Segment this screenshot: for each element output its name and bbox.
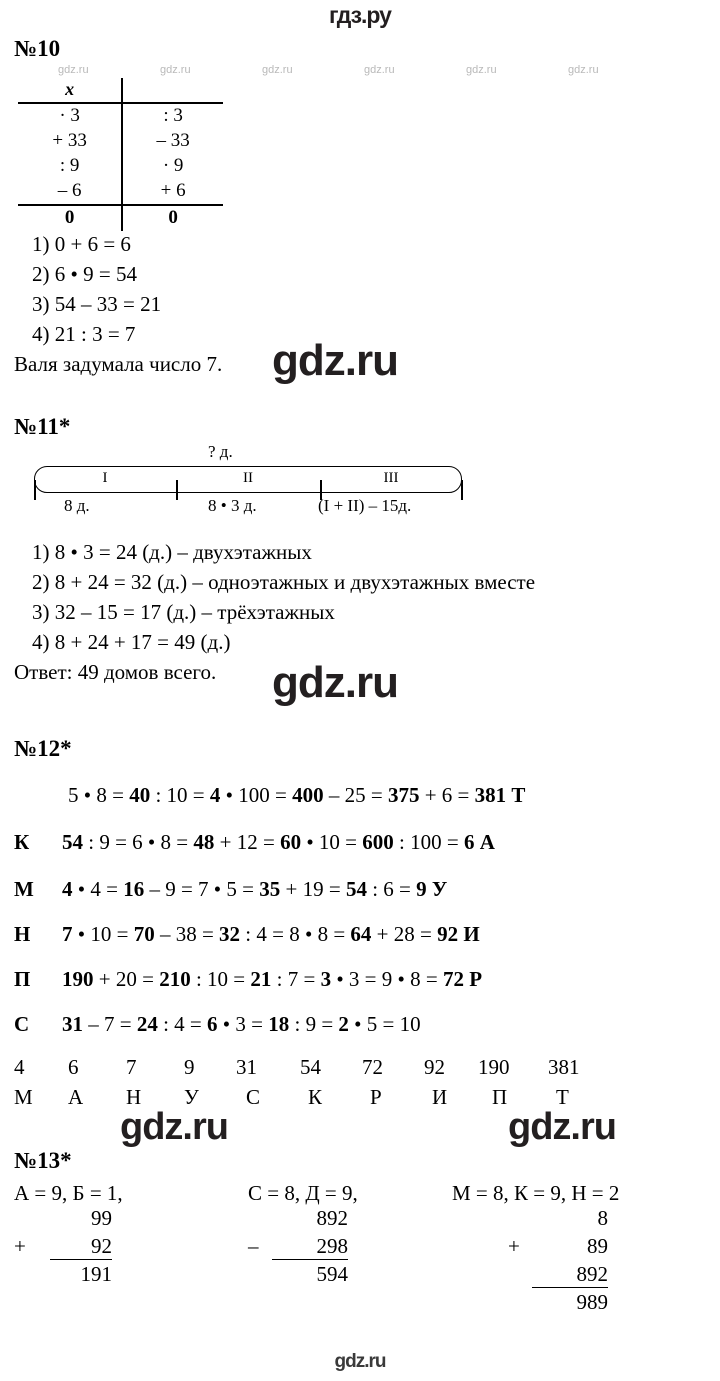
addend: 89 [587,1234,608,1258]
scheme-under-label: 8 • 3 д. [208,496,257,515]
table-header-empty [122,78,223,103]
task-13-caption: С = 8, Д = 9, [248,1181,358,1205]
task-11-step: 1) 8 • 3 = 24 (д.) – двухэтажных [32,540,312,564]
task-10-number: №10 [14,36,61,61]
task-12-chain: 31 – 7 = 24 : 4 = 6 • 3 = 18 : 9 = 2 • 5 = 10 [62,1012,421,1036]
task-12-key-number: 9 [184,1055,195,1079]
watermark-small: gdz.ru [58,64,89,76]
task-13-column-sum [14,1206,134,1306]
table-header-x: x [18,78,122,103]
task-12-key-letter: К [308,1085,323,1109]
task-12-letter: К [14,830,30,854]
table-cell-result: 0 [122,205,223,231]
addend: 99 [91,1206,112,1230]
task-12-key-letter: М [14,1085,33,1109]
task-13-column-sum [508,1206,638,1336]
table-cell: · 9 [122,154,223,179]
task-13-number: №13* [14,1148,72,1173]
task-12-letter: С [14,1012,30,1036]
task-12-key-letter: П [492,1085,508,1109]
task-11-answer: Ответ: 49 домов всего. [14,660,217,684]
watermark-bottom: gdz.ru [334,1351,386,1372]
task-10-step: 2) 6 • 9 = 54 [32,262,137,286]
task-12-chain: 4 • 4 = 16 – 9 = 7 • 5 = 35 + 19 = 54 : 6 = 9 У [62,877,448,901]
subtrahend: 298 [272,1234,348,1260]
watermark-large: gdz.ru [120,1106,228,1148]
task-13-column-sum [248,1206,378,1306]
task-12-key-number: 6 [68,1055,79,1079]
result: 191 [80,1262,112,1286]
task-12-key-number: 92 [424,1055,445,1079]
task-12-key-letter: С [246,1085,261,1109]
task-12-key-number: 381 [548,1055,580,1079]
task-12-key-number: 4 [14,1055,25,1079]
task-12-letter: П [14,967,31,991]
task-12-key-number: 7 [126,1055,137,1079]
task-12-key-letter: Р [370,1085,382,1109]
table-cell: – 6 [57,180,82,201]
task-11-scheme [28,442,468,515]
watermark-small: gdz.ru [568,64,599,76]
task-12-key-number: 31 [236,1055,257,1079]
task-12-key-letter: Н [126,1085,142,1109]
task-11-step: 2) 8 + 24 = 32 (д.) – одноэтажных и двухэтажных вместе [32,570,536,594]
watermark-top: гдз.ру [329,2,391,28]
table-cell: + 6 [122,179,223,205]
task-12-key-letter: А [68,1085,84,1109]
task-13-caption: А = 9, Б = 1, [14,1181,123,1205]
task-11-step: 4) 8 + 24 + 17 = 49 (д.) [32,630,231,654]
scheme-segment-label: III [383,470,399,486]
scheme-under-label: (I + II) – 15д. [318,496,412,515]
scheme-under-label: 8 д. [64,496,90,515]
watermark-small: gdz.ru [160,64,191,76]
result: 989 [576,1290,608,1314]
task-12-key-letter: И [432,1085,448,1109]
operation-sign: – [248,1234,259,1258]
task-10-step: 4) 21 : 3 = 7 [32,322,136,346]
task-10-answer: Валя задумала число 7. [14,352,223,376]
scheme-total-label: ? д. [208,442,233,461]
task-12-key-number: 72 [362,1055,383,1079]
watermark-large: gdz.ru [272,658,398,707]
addend: 8 [597,1206,608,1230]
table-cell-result: 0 [18,205,122,231]
addend: 892 [532,1262,608,1288]
task-11-number: №11* [14,414,71,439]
task-12-chain: 5 • 8 = 40 : 10 = 4 • 100 = 400 – 25 = 375 + 6 = 381 Т [68,783,526,807]
scheme-segment-label: I [102,470,108,486]
watermark-large: gdz.ru [272,336,398,385]
watermark-large: gdz.ru [508,1106,616,1148]
table-cell: : 3 [122,103,223,129]
addend: 92 [50,1234,112,1260]
task-12-chain: 7 • 10 = 70 – 38 = 32 : 4 = 8 • 8 = 64 + 28 = 92 И [62,922,480,946]
operation-sign: + [508,1234,520,1258]
task-13-caption: М = 8, К = 9, Н = 2 [452,1181,620,1205]
table-cell: · 3 [59,105,80,126]
task-12-letter: Н [14,922,31,946]
operation-sign: + [14,1234,26,1258]
table-cell: – 33 [122,129,223,154]
task-11-step: 3) 32 – 15 = 17 (д.) – трёхэтажных [32,600,335,624]
task-12-key-number: 54 [300,1055,321,1079]
watermark-small: gdz.ru [262,64,293,76]
task-12-chain: 54 : 9 = 6 • 8 = 48 + 12 = 60 • 10 = 600 : 100 = 6 А [62,830,495,854]
task-12-letter: М [14,877,34,901]
watermark-small: gdz.ru [364,64,395,76]
task-10-table [18,78,223,231]
task-12-key-number: 190 [478,1055,510,1079]
watermark-small: gdz.ru [466,64,497,76]
task-12-chain: 190 + 20 = 210 : 10 = 21 : 7 = 3 • 3 = 9 • 8 = 72 Р [62,967,483,991]
task-12-key-letter: Т [556,1085,569,1109]
task-12-key-letter: У [184,1085,199,1109]
minuend: 892 [316,1206,348,1230]
result: 594 [316,1262,348,1286]
table-cell: + 33 [52,130,87,151]
task-10-step: 3) 54 – 33 = 21 [32,292,162,316]
table-cell: : 9 [59,155,80,176]
task-12-number: №12* [14,736,72,761]
task-10-step: 1) 0 + 6 = 6 [32,232,131,256]
scheme-segment-label: II [243,470,253,486]
